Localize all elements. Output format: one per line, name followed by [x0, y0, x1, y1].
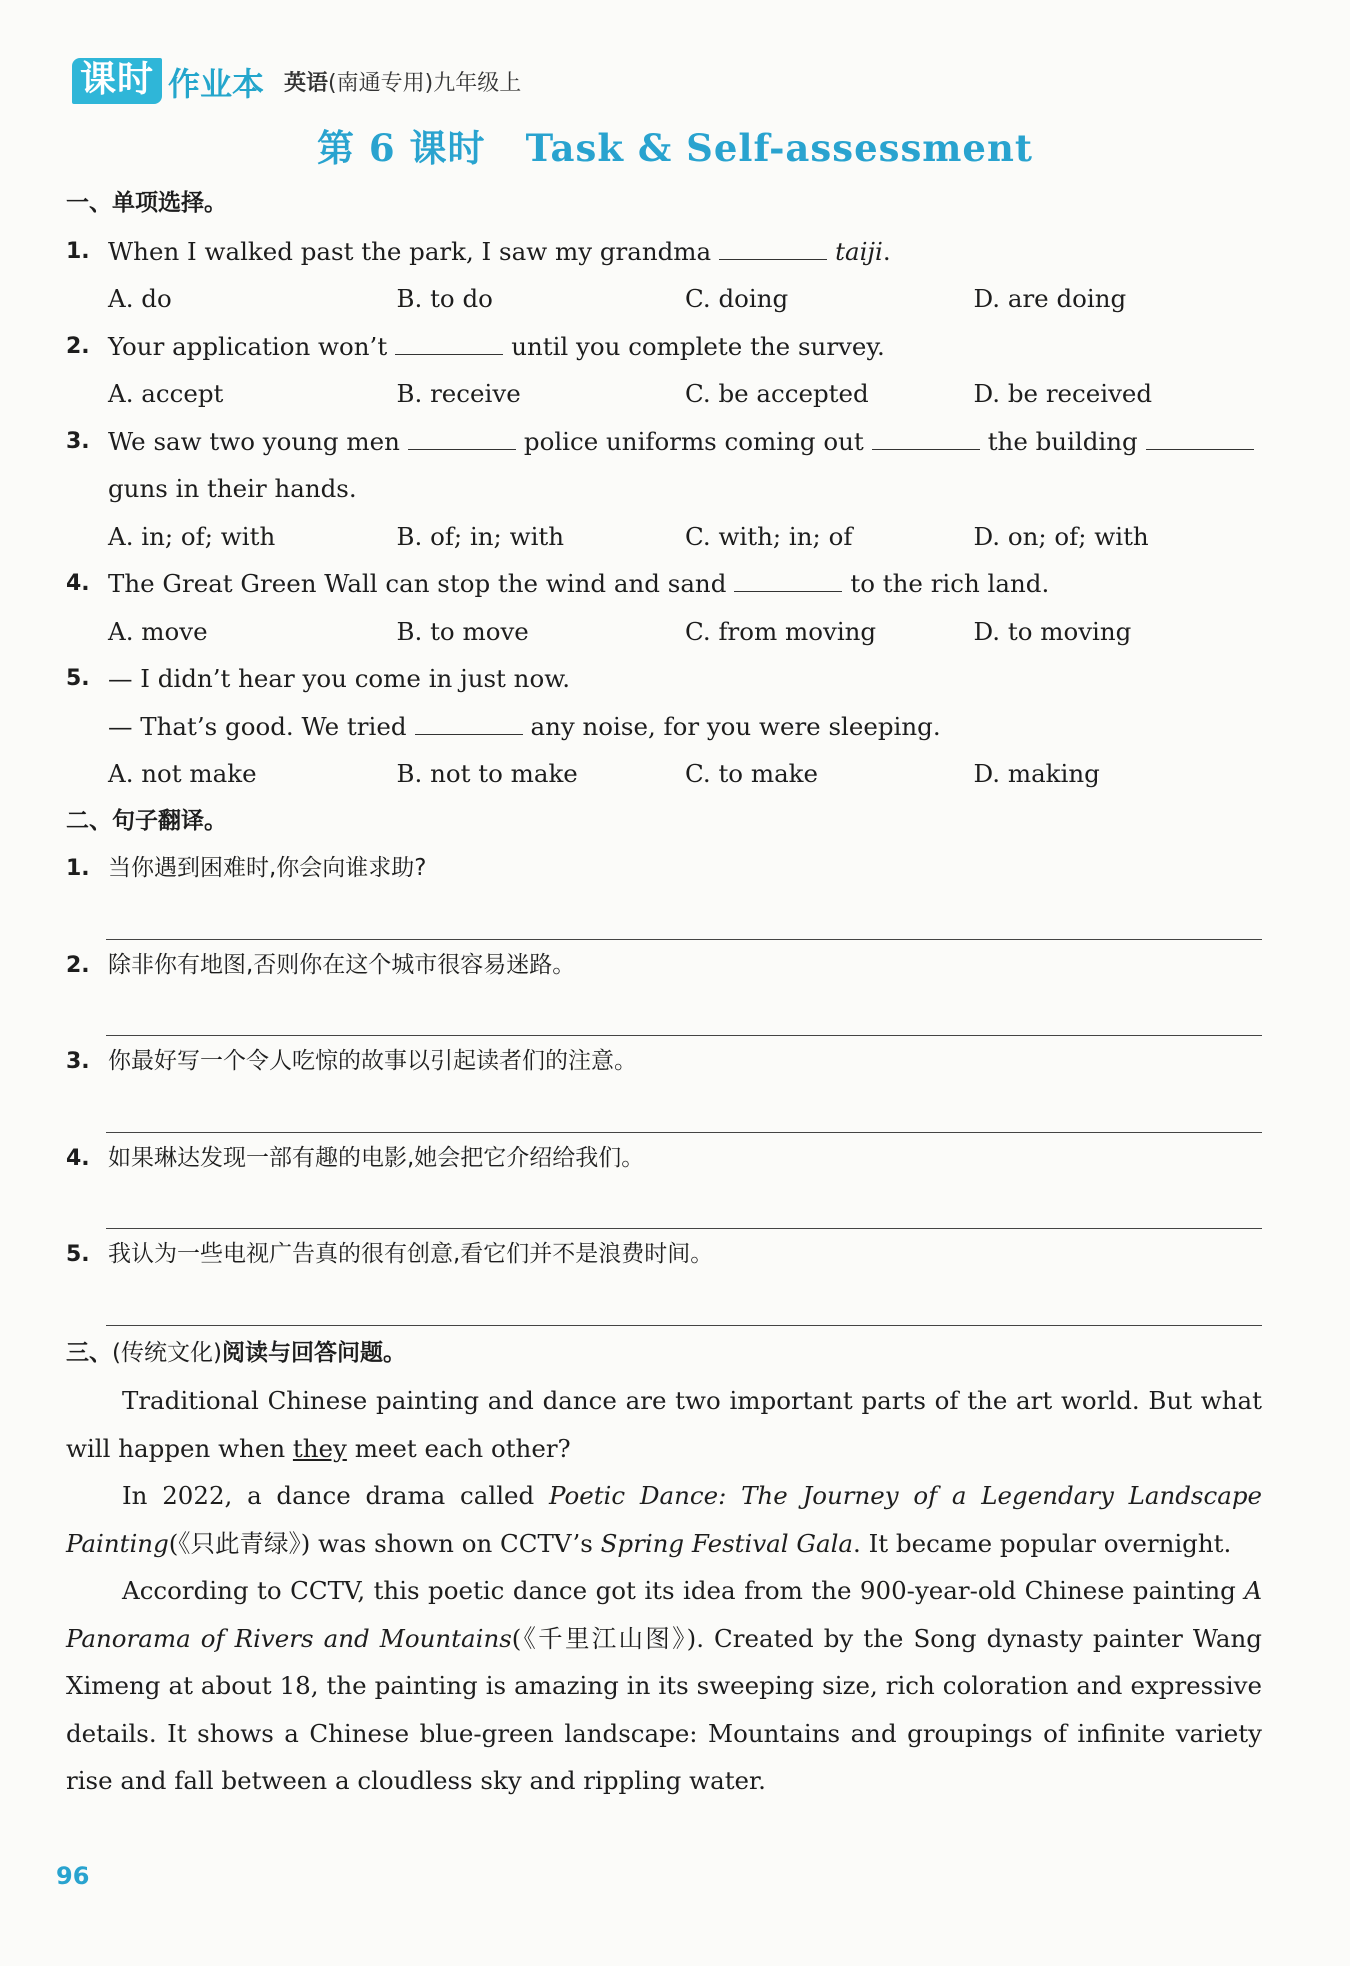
- section3-heading: 阅读与回答问题。: [221, 1339, 406, 1366]
- translation-prompt: 我认为一些电视广告真的很有创意,看它们并不是浪费时间。: [108, 1241, 714, 1267]
- answer-line[interactable]: [106, 989, 1262, 1036]
- option-a[interactable]: A. not make: [108, 759, 257, 788]
- question-number: 3.: [66, 1049, 90, 1074]
- question-text: When I walked past the park, I saw my grandma: [108, 236, 712, 266]
- italic-title: A Panorama of Rivers and Mountains: [66, 1576, 1263, 1653]
- section1-title: 一、单项选择。: [66, 190, 227, 216]
- question-number: 4.: [66, 571, 90, 596]
- option-a[interactable]: A. in; of; with: [108, 521, 276, 551]
- translation-5: [66, 1231, 1262, 1279]
- question-number: 5.: [66, 1242, 90, 1267]
- option-a[interactable]: A. move: [108, 616, 208, 646]
- options-3: [66, 513, 1262, 561]
- italic-title: Poetic Dance: The Journey of a Legendary Landscape Painting: [66, 1481, 1263, 1558]
- question-text: any noise, for you were sleeping.: [530, 711, 941, 741]
- question-5: [66, 655, 1262, 703]
- text: In 2022, a dance drama called: [122, 1481, 535, 1510]
- question-text: The Great Green Wall can stop the wind and sand: [108, 569, 727, 598]
- option-b[interactable]: B. not to make: [396, 759, 578, 788]
- translation-prompt: 如果琳达发现一部有趣的电影,她会把它介绍给我们。: [108, 1144, 645, 1171]
- answer-line[interactable]: [106, 893, 1262, 940]
- italic-title: Spring Festival Gala: [600, 1528, 854, 1558]
- dialog-line-2: [66, 703, 1262, 751]
- question-text: Your application won’t: [108, 331, 388, 361]
- translation-prompt: 除非你有地图,否则你在这个城市很容易迷路。: [108, 951, 576, 978]
- question-text: to the rich land.: [850, 569, 1050, 598]
- question-number: 3.: [66, 428, 90, 454]
- translation-1: [66, 845, 1262, 893]
- options-1: [66, 275, 1262, 323]
- section3-title: [66, 1330, 1262, 1378]
- dialog-line-1: — I didn’t hear you come in just now.: [108, 664, 571, 693]
- question-end: .: [882, 236, 891, 266]
- grade-label: 九年级上: [433, 71, 522, 96]
- text: According to CCTV, this poetic dance got its idea from the 900-year-old Chinese painting: [122, 1576, 1236, 1605]
- lesson-topic: Task & Self-assessment: [525, 126, 1033, 170]
- question-3-continued: guns in their hands.: [108, 474, 357, 503]
- option-d[interactable]: D. making: [973, 759, 1100, 788]
- lesson-number: 第 6 课时: [317, 126, 486, 170]
- question-number: 5.: [66, 666, 90, 691]
- subject-name: 英语: [284, 71, 329, 96]
- option-d[interactable]: D. to moving: [973, 616, 1132, 646]
- translation-3: [66, 1038, 1262, 1086]
- answer-blank[interactable]: [872, 427, 980, 450]
- reading-paragraph-3: [66, 1567, 1262, 1805]
- question-text: until you complete the survey.: [511, 331, 885, 361]
- options-2: [66, 370, 1262, 418]
- answer-blank[interactable]: [408, 427, 516, 450]
- question-3: [66, 418, 1262, 466]
- options-4: [66, 608, 1262, 656]
- reading-paragraph-1: [66, 1377, 1262, 1472]
- lesson-title: [0, 118, 1350, 172]
- option-c[interactable]: C. with; in; of: [685, 521, 853, 551]
- text: (《千里江山图》). Created by the Song dynasty painter Wang Ximeng at about 18, the painting is amazing in its sweeping size, rich coloration and expressive details. It shows a Chinese blue-green landscape: Mountains and groupings of infinite variety rise and fall between a cloudless sky and rippling water.: [66, 1623, 1262, 1795]
- answer-blank[interactable]: [719, 237, 827, 260]
- option-c[interactable]: C. doing: [685, 284, 789, 313]
- options-5: [66, 750, 1262, 798]
- option-d[interactable]: D. be received: [973, 379, 1153, 408]
- text: . It became popular overnight.: [853, 1528, 1232, 1558]
- translation-2: [66, 942, 1262, 990]
- option-b[interactable]: B. to move: [396, 616, 529, 646]
- question-4: [66, 560, 1262, 608]
- option-b[interactable]: B. of; in; with: [396, 521, 565, 551]
- answer-blank[interactable]: [415, 712, 523, 735]
- answer-line[interactable]: [106, 1182, 1262, 1229]
- text: Traditional Chinese painting and dance are two important parts of the art world. But what will happen when: [66, 1386, 1262, 1463]
- question-text: — That’s good. We tried: [108, 711, 407, 741]
- subject-edition: (南通专用): [328, 71, 434, 96]
- section3-tag: (传统文化): [112, 1339, 222, 1366]
- option-c[interactable]: C. to make: [685, 759, 819, 788]
- option-d[interactable]: D. on; of; with: [973, 521, 1149, 551]
- header: [72, 54, 521, 104]
- question-2: [66, 323, 1262, 371]
- reading-paragraph-2: [66, 1472, 1262, 1567]
- question-number: 4.: [66, 1145, 90, 1171]
- content: [66, 180, 1262, 1805]
- answer-blank[interactable]: [395, 332, 503, 355]
- option-b[interactable]: B. to do: [396, 284, 493, 313]
- page-number: 96: [56, 1862, 90, 1890]
- question-text: police uniforms coming out: [523, 426, 864, 456]
- option-d[interactable]: D. are doing: [973, 284, 1127, 313]
- section2-title: 二、句子翻译。: [66, 807, 227, 834]
- question-number: 2.: [66, 952, 90, 978]
- answer-blank[interactable]: [1146, 427, 1254, 450]
- brand-subtitle: 作业本: [168, 65, 265, 103]
- section3-number: 三、: [66, 1339, 112, 1366]
- text: (《只此青绿》) was shown on CCTV’s: [168, 1528, 593, 1558]
- question-1: [66, 228, 1262, 276]
- option-c[interactable]: C. be accepted: [685, 379, 869, 408]
- translation-4: [66, 1135, 1262, 1183]
- translation-prompt: 你最好写一个令人吃惊的故事以引起读者们的注意。: [108, 1048, 637, 1074]
- brand-logo: 课时: [72, 58, 162, 104]
- option-c[interactable]: C. from moving: [685, 616, 877, 646]
- question-number: 2.: [66, 333, 90, 359]
- option-b[interactable]: B. receive: [396, 379, 521, 408]
- translation-prompt: 当你遇到困难时,你会向谁求助?: [108, 855, 427, 881]
- question-text: the building: [987, 426, 1138, 456]
- question-number: 1.: [66, 856, 90, 881]
- option-a[interactable]: A. accept: [108, 379, 224, 408]
- question-number: 1.: [66, 238, 90, 264]
- underlined-word: they: [292, 1433, 347, 1463]
- question-text-italic: taiji: [835, 236, 883, 266]
- answer-line[interactable]: [106, 1086, 1262, 1133]
- answer-line[interactable]: [106, 1279, 1262, 1326]
- question-text: We saw two young men: [108, 426, 400, 456]
- answer-blank[interactable]: [734, 569, 842, 592]
- text: meet each other?: [354, 1433, 571, 1463]
- subject-label: [284, 64, 521, 104]
- option-a[interactable]: A. do: [108, 284, 172, 313]
